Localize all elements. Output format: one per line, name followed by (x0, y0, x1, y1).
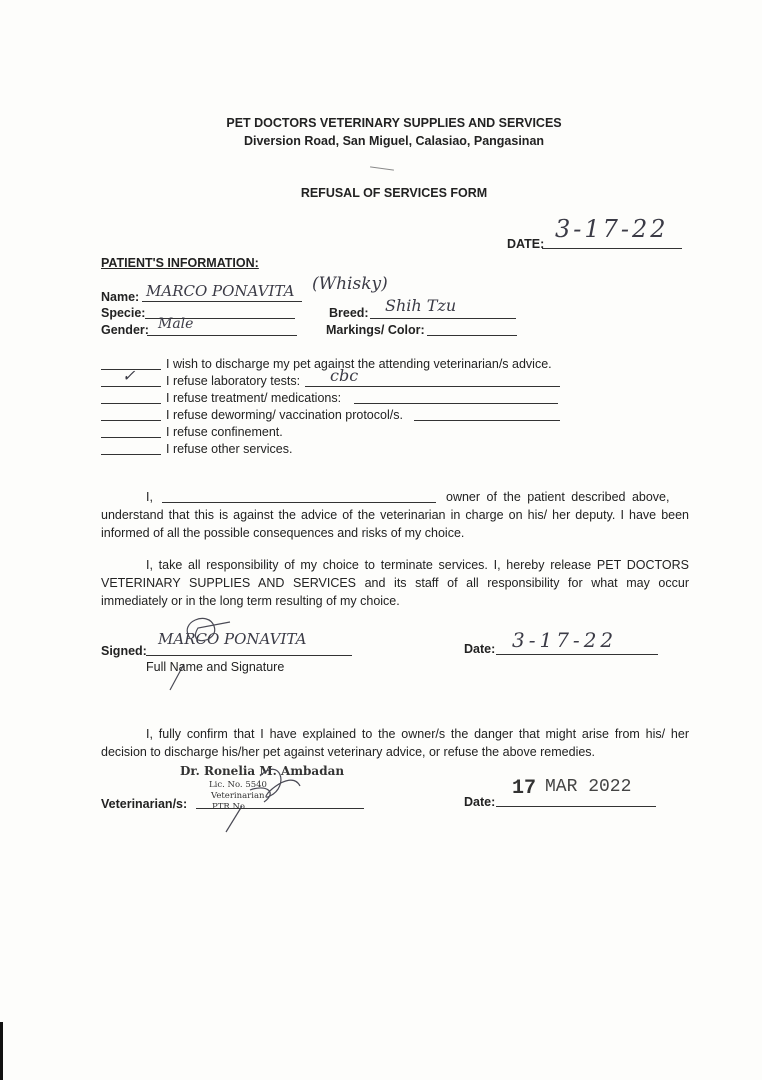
owner-date-label: Date: (464, 642, 496, 656)
name-value: MARCO PONAVITA (146, 282, 295, 300)
date-value: 3-17-22 (555, 215, 669, 243)
owner-name-line (162, 502, 436, 503)
option-text: I refuse laboratory tests: (166, 374, 301, 388)
statement-lead: I, (146, 490, 153, 504)
statement-paragraph-2: I, take all responsibility of my choice to terminate services. I, hereby release PET DOCTORS VETERINARY SUPPLIES AND SERVICES and its staff of all responsibility for what may occur immediately or in the long term resulting of my choice. (101, 558, 689, 608)
signed-label: Signed: (101, 644, 147, 658)
date-line (542, 248, 682, 249)
option-text: I wish to discharge my pet against the attending veterinarian/s advice. (166, 357, 552, 371)
gender-line (147, 335, 297, 336)
vet-signature-scribble (220, 756, 320, 836)
name-label: Name: (101, 290, 140, 304)
scribble-mark (370, 166, 394, 170)
option-blank (101, 386, 161, 387)
statement-paragraph-1: understand that this is against the advice of the veterinarian in charge on his/ her deputy. I have been informed of all the possible consequences and risks of my choice. (101, 508, 689, 540)
vet-stamp-license: Lic. No. 5540 (209, 780, 267, 790)
vet-stamp-ptr: PTR No. (212, 802, 248, 812)
lab-tests-line (305, 386, 560, 387)
vet-stamp-role: Veterinarian (211, 791, 265, 801)
treatment-line (354, 403, 558, 404)
statement-tail: owner of the patient described above, (446, 490, 670, 504)
vet-date-label: Date: (464, 795, 496, 809)
lab-tests-value: cbc (330, 366, 359, 385)
breed-value: Shih Tzu (385, 296, 457, 315)
vet-date-line (496, 806, 656, 807)
option-text: I refuse other services. (166, 442, 293, 456)
vet-date-day: 17 (512, 777, 537, 800)
option-check-mark: ✓ (122, 366, 136, 385)
breed-line (370, 318, 516, 319)
org-address: Diversion Road, San Miguel, Calasiao, Pangasinan (243, 134, 545, 148)
markings-label: Markings/ Color: (326, 323, 425, 337)
option-text: I refuse deworming/ vaccination protocol/s. (166, 408, 403, 422)
owner-date-line (496, 654, 658, 655)
option-blank (101, 437, 161, 438)
option-blank (101, 403, 161, 404)
specie-label: Specie: (101, 306, 146, 320)
vet-label: Veterinarian/s: (101, 797, 188, 811)
option-text: I refuse confinement. (166, 425, 283, 439)
vet-line (196, 808, 364, 809)
gender-label: Gender: (101, 323, 149, 337)
vet-statement: I, fully confirm that I have explained to the owner/s the danger that might arise from his/ her decision to discharge his/her pet against veterinary advice, or refuse the above remedies. (101, 727, 689, 759)
vet-date-rest: MAR 2022 (545, 777, 632, 797)
owner-signature: MARCO PONAVITA (158, 630, 307, 648)
pet-name: (Whisky) (312, 274, 388, 294)
patient-section-title: PATIENT'S INFORMATION: (101, 256, 259, 270)
name-line (142, 301, 302, 302)
option-blank (101, 454, 161, 455)
vet-stamp-name: Dr. Ronelia M. Ambadan (180, 764, 345, 778)
org-name: PET DOCTORS VETERINARY SUPPLIES AND SERVICES (226, 116, 562, 130)
gender-value: Male (158, 316, 194, 332)
form-title: REFUSAL OF SERVICES FORM (300, 186, 488, 200)
deworming-line (414, 420, 560, 421)
signature-scribble (168, 604, 248, 694)
markings-line (427, 335, 517, 336)
owner-date-value: 3-17-22 (512, 628, 618, 652)
signature-caption: Full Name and Signature (146, 660, 285, 674)
option-blank (101, 420, 161, 421)
scan-edge (0, 1022, 3, 1080)
option-text: I refuse treatment/ medications: (166, 391, 342, 405)
breed-label: Breed: (329, 306, 369, 320)
date-label: DATE: (507, 237, 545, 251)
